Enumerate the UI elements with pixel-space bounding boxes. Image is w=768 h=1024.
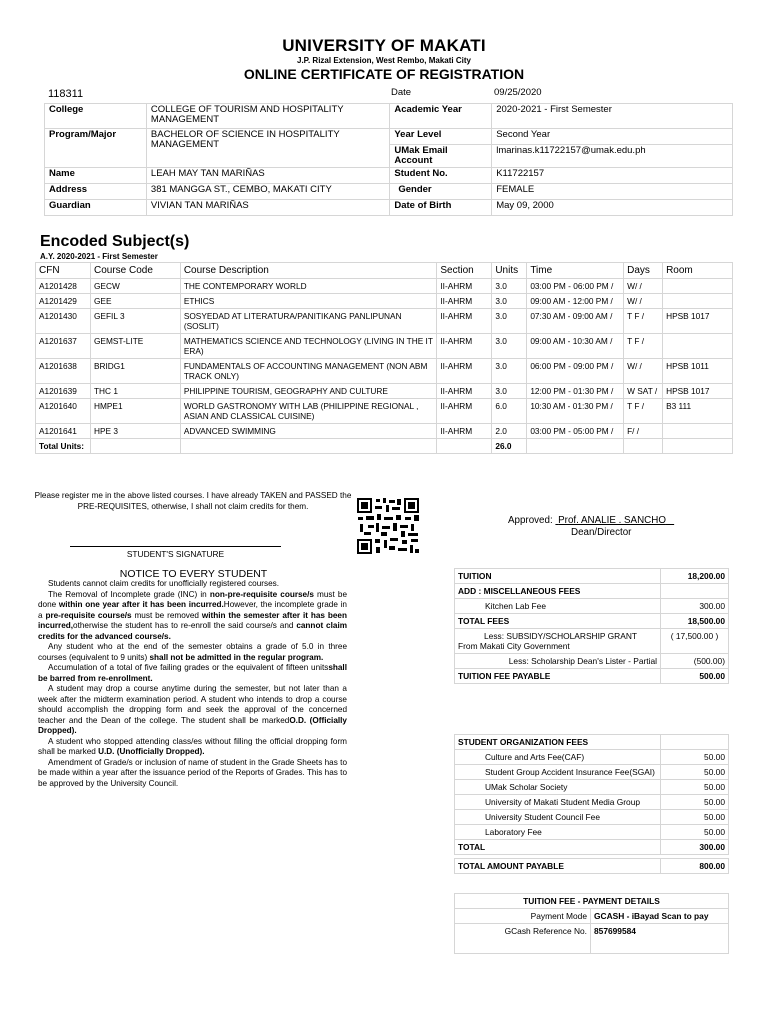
amount-payable-table	[454, 858, 729, 874]
academic-year-value: 2020-2021 - First Semester	[492, 104, 733, 129]
subject-cell: II-AHRM	[437, 384, 492, 399]
org-fee-amount: 50.00	[661, 765, 729, 780]
subject-cell: SOSYEDAD AT LITERATURA/PANITIKANG PANLIPUNAN (SOSLIT)	[180, 309, 437, 334]
subject-cell: A1201639	[36, 384, 91, 399]
empty-cell	[624, 439, 663, 454]
student-no-value: K11722157	[492, 168, 733, 184]
subject-cell: A1201640	[36, 399, 91, 424]
org-total-amount: 300.00	[661, 840, 729, 855]
date-value: 09/25/2020	[494, 87, 542, 98]
subjects-column-header: Room	[663, 263, 733, 279]
notice-paragraph: Students cannot claim credits for unofficially registered courses.	[48, 579, 280, 588]
org-fee-label: UMak Scholar Society	[455, 780, 661, 795]
academic-year-label: Academic Year	[390, 104, 492, 129]
subject-cell: T F /	[624, 309, 663, 334]
kitchen-lab-fee-amount: 300.00	[661, 599, 729, 614]
subject-cell: BRIDG1	[90, 359, 180, 384]
subject-cell: 12:00 PM - 01:30 PM /	[527, 384, 624, 399]
org-fees-table	[454, 734, 729, 855]
subject-cell: 2.0	[492, 424, 527, 439]
declaration-text: Please register me in the above listed courses. I have already TAKEN and PASSED the PRE-REQUISITES, otherwise, I shall not claim credits for them.	[34, 491, 352, 511]
total-fees-amount: 18,500.00	[661, 614, 729, 629]
subjects-table	[35, 262, 733, 454]
subject-row	[36, 384, 733, 399]
amount-payable-label: TOTAL AMOUNT PAYABLE	[455, 859, 661, 874]
notice-paragraph: A student who stopped attending class/es without filling the official dropping form shall be marked U.D. (Unofficially Dropped).	[38, 736, 347, 756]
org-fees-heading: STUDENT ORGANIZATION FEES	[455, 735, 661, 750]
subject-cell: A1201637	[36, 334, 91, 359]
amount-payable-value: 800.00	[661, 859, 729, 874]
org-fee-amount: 50.00	[661, 750, 729, 765]
qr-code	[356, 497, 420, 555]
subject-cell: 09:00 AM - 10:30 AM /	[527, 334, 624, 359]
subject-cell: 09:00 AM - 12:00 PM /	[527, 294, 624, 309]
tuition-payable-amount: 500.00	[661, 669, 729, 684]
total-fees-label: TOTAL FEES	[455, 614, 661, 629]
address-value: 381 MANGGA ST., CEMBO, MAKATI CITY	[146, 184, 389, 200]
subject-cell: II-AHRM	[437, 359, 492, 384]
subject-cell: A1201429	[36, 294, 91, 309]
document-title: ONLINE CERTIFICATE OF REGISTRATION	[243, 66, 525, 82]
tuition-table	[454, 568, 729, 684]
college-value: COLLEGE OF TOURISM AND HOSPITALITY MANAGEMENT	[146, 104, 389, 129]
notice-body	[38, 579, 347, 789]
subject-cell: W/ /	[624, 279, 663, 294]
subject-cell: THC 1	[90, 384, 180, 399]
notice-paragraph: The Removal of Incomplete grade (INC) in non-pre-requisite course/s must be done within one year after it has been incurred.However, the incomplete grade in a pre-requisite course/s must be removed within the semester after it has been incurred,otherwise the student has to re-enroll the said course/s and cannot claim credits for the advanced course/s.	[38, 589, 347, 641]
tuition-payable-label: TUITION FEE PAYABLE	[455, 669, 661, 684]
subject-cell: II-AHRM	[437, 309, 492, 334]
subject-cell: HMPE1	[90, 399, 180, 424]
subject-cell: ETHICS	[180, 294, 437, 309]
subsidy-label: Less: SUBSIDY/SCHOLARSHIP GRANT From Makati City Government	[455, 629, 661, 654]
org-fee-row	[455, 825, 729, 840]
subject-cell: B3 111	[663, 399, 733, 424]
university-address: J.P. Rizal Extension, West Rembo, Makati City	[297, 56, 471, 65]
tuition-amount: 18,200.00	[661, 569, 729, 584]
subject-cell: 03:00 PM - 05:00 PM /	[527, 424, 624, 439]
empty-cell	[90, 439, 180, 454]
gcash-ref-value: 857699584	[591, 924, 729, 954]
subject-row	[36, 424, 733, 439]
dob-value: May 09, 2000	[492, 200, 733, 216]
subject-cell: T F /	[624, 399, 663, 424]
subject-cell: HPSB 1017	[663, 309, 733, 334]
year-level-label: Year Level	[390, 129, 492, 145]
subject-row	[36, 334, 733, 359]
subject-cell: 03:00 PM - 06:00 PM /	[527, 279, 624, 294]
subject-cell: FUNDAMENTALS OF ACCOUNTING MANAGEMENT (NON ABM TRACK ONLY)	[180, 359, 437, 384]
deans-lister-label: Less: Scholarship Dean's Lister - Partial	[455, 654, 661, 669]
subject-cell: A1201430	[36, 309, 91, 334]
name-label: Name	[45, 168, 147, 184]
approver-position: Dean/Director	[571, 527, 632, 538]
subjects-column-header: Course Description	[180, 263, 437, 279]
name-value: LEAH MAY TAN MARIÑAS	[146, 168, 389, 184]
subject-row	[36, 359, 733, 384]
guardian-value: VIVIAN TAN MARIÑAS	[146, 200, 389, 216]
subject-cell: 3.0	[492, 359, 527, 384]
notice-title: NOTICE TO EVERY STUDENT	[119, 568, 268, 580]
email-value: lmarinas.k11722157@umak.edu.ph	[492, 145, 733, 168]
subject-cell: 06:00 PM - 09:00 PM /	[527, 359, 624, 384]
subjects-column-header: Section	[437, 263, 492, 279]
subjects-column-header: Units	[492, 263, 527, 279]
subject-cell: GEE	[90, 294, 180, 309]
org-fee-label: Culture and Arts Fee(CAF)	[455, 750, 661, 765]
subject-cell: PHILIPPINE TOURISM, GEOGRAPHY AND CULTURE	[180, 384, 437, 399]
student-no-label: Student No.	[390, 168, 492, 184]
subject-cell: 3.0	[492, 309, 527, 334]
empty-cell	[663, 439, 733, 454]
subject-cell: HPSB 1011	[663, 359, 733, 384]
subject-cell: II-AHRM	[437, 279, 492, 294]
subjects-header-row	[36, 263, 733, 279]
program-value: BACHELOR OF SCIENCE IN HOSPITALITY MANAGEMENT	[146, 129, 389, 168]
subject-cell: GECW	[90, 279, 180, 294]
gender-value: FEMALE	[492, 184, 733, 200]
subject-row	[36, 399, 733, 424]
payment-mode-value: GCASH - iBayad Scan to pay	[591, 909, 729, 924]
subject-cell	[663, 294, 733, 309]
subject-cell: HPE 3	[90, 424, 180, 439]
subjects-heading: Encoded Subject(s)	[40, 233, 190, 250]
empty-cell	[527, 439, 624, 454]
subject-row	[36, 309, 733, 334]
kitchen-lab-fee-label: Kitchen Lab Fee	[455, 599, 661, 614]
org-fee-amount: 50.00	[661, 795, 729, 810]
subject-cell: 6.0	[492, 399, 527, 424]
subject-cell: II-AHRM	[437, 334, 492, 359]
total-units-row	[36, 439, 733, 454]
subject-cell: GEFIL 3	[90, 309, 180, 334]
email-label: UMak Email Account	[390, 145, 492, 168]
subject-cell	[663, 279, 733, 294]
subject-cell: WORLD GASTRONOMY WITH LAB (PHILIPPINE REGIONAL , ASIAN AND CLASSICAL CUISINE)	[180, 399, 437, 424]
org-fee-label: Laboratory Fee	[455, 825, 661, 840]
gcash-ref-label: GCash Reference No.	[455, 924, 591, 954]
university-name: UNIVERSITY OF MAKATI	[282, 36, 486, 55]
approved-label: Approved:	[508, 515, 553, 526]
payment-details-table	[454, 893, 729, 954]
approved-by	[508, 515, 674, 526]
subject-cell: F/ /	[624, 424, 663, 439]
subject-cell: MATHEMATICS SCIENCE AND TECHNOLOGY (LIVING IN THE IT ERA)	[180, 334, 437, 359]
gender-label: Gender	[390, 184, 492, 200]
subject-cell: 10:30 AM - 01:30 PM /	[527, 399, 624, 424]
student-info-table	[44, 103, 733, 216]
address-label: Address	[45, 184, 147, 200]
subject-cell: T F /	[624, 334, 663, 359]
subject-cell: II-AHRM	[437, 424, 492, 439]
subject-cell: II-AHRM	[437, 294, 492, 309]
date-label: Date	[391, 87, 412, 98]
approver-name: Prof. ANALIE . SANCHO	[558, 515, 666, 526]
org-fee-label: University of Makati Student Media Group	[455, 795, 661, 810]
subject-cell: W/ /	[624, 294, 663, 309]
notice-paragraph: Accumulation of a total of five failing grades or the equivalent of fifteen unitsshall be barred from re-enrollment.	[38, 663, 347, 683]
subjects-column-header: Time	[527, 263, 624, 279]
subject-cell: A1201428	[36, 279, 91, 294]
subsidy-amount: ( 17,500.00 )	[661, 629, 729, 654]
notice-paragraph: Any student who at the end of the semester obtains a grade of 5.0 in three courses (equivalent to 9 units) shall not be admitted in the regular program.	[38, 642, 347, 662]
subject-cell: W SAT /	[624, 384, 663, 399]
subject-cell: ADVANCED SWIMMING	[180, 424, 437, 439]
tuition-label: TUITION	[455, 569, 661, 584]
empty-cell	[437, 439, 492, 454]
subject-cell: 3.0	[492, 384, 527, 399]
org-fee-amount: 50.00	[661, 825, 729, 840]
org-fee-row	[455, 780, 729, 795]
org-fee-label: Student Group Accident Insurance Fee(SGAI)	[455, 765, 661, 780]
subjects-semester: A.Y. 2020-2021 - First Semester	[40, 252, 158, 261]
signature-line	[70, 546, 281, 547]
payment-mode-label: Payment Mode	[455, 909, 591, 924]
subject-cell: A1201641	[36, 424, 91, 439]
subjects-column-header: Course Code	[90, 263, 180, 279]
student-signature-label: STUDENT'S SIGNATURE	[126, 549, 225, 559]
subject-cell	[663, 424, 733, 439]
subjects-column-header: CFN	[36, 263, 91, 279]
total-units-label: Total Units:	[36, 439, 91, 454]
misc-fees-label: ADD : MISCELLANEOUS FEES	[455, 584, 661, 599]
org-fee-row	[455, 795, 729, 810]
subject-cell: 3.0	[492, 294, 527, 309]
subject-cell: THE CONTEMPORARY WORLD	[180, 279, 437, 294]
control-number: 118311	[48, 88, 84, 100]
deans-lister-amount: (500.00)	[661, 654, 729, 669]
org-fee-label: University Student Council Fee	[455, 810, 661, 825]
subject-row	[36, 279, 733, 294]
empty-cell	[180, 439, 437, 454]
org-fee-row	[455, 810, 729, 825]
subject-row	[36, 294, 733, 309]
notice-paragraph: Amendment of Grade/s or inclusion of name of student in the Grade Sheets has to be made within a year after the issuance period of the Reports of Grades. This has to be approved by the University Council.	[38, 757, 347, 788]
org-fee-row	[455, 750, 729, 765]
dob-label: Date of Birth	[390, 200, 492, 216]
org-fee-amount: 50.00	[661, 810, 729, 825]
guardian-label: Guardian	[45, 200, 147, 216]
subject-cell: 3.0	[492, 334, 527, 359]
subject-cell: 07:30 AM - 09:00 AM /	[527, 309, 624, 334]
subjects-column-header: Days	[624, 263, 663, 279]
notice-paragraph: A student may drop a course anytime during the semester, but not later than a week after the midterm examination period. A student who intends to drop a course should accomplish the dropping form and seek the approval of the concerned teacher and the Dean of the college. The student shall be markedO.D. (Officially Dropped).	[38, 684, 347, 735]
org-total-label: TOTAL	[455, 840, 661, 855]
subject-cell: 3.0	[492, 279, 527, 294]
college-label: College	[45, 104, 147, 129]
subject-cell: W/ /	[624, 359, 663, 384]
org-fee-row	[455, 765, 729, 780]
subject-cell: II-AHRM	[437, 399, 492, 424]
total-units-value: 26.0	[492, 439, 527, 454]
subject-cell: A1201638	[36, 359, 91, 384]
program-label: Program/Major	[45, 129, 147, 168]
org-fee-amount: 50.00	[661, 780, 729, 795]
subject-cell: HPSB 1017	[663, 384, 733, 399]
year-level-value: Second Year	[492, 129, 733, 145]
subject-cell: GEMST-LITE	[90, 334, 180, 359]
payment-heading: TUITION FEE - PAYMENT DETAILS	[455, 894, 729, 909]
subject-cell	[663, 334, 733, 359]
